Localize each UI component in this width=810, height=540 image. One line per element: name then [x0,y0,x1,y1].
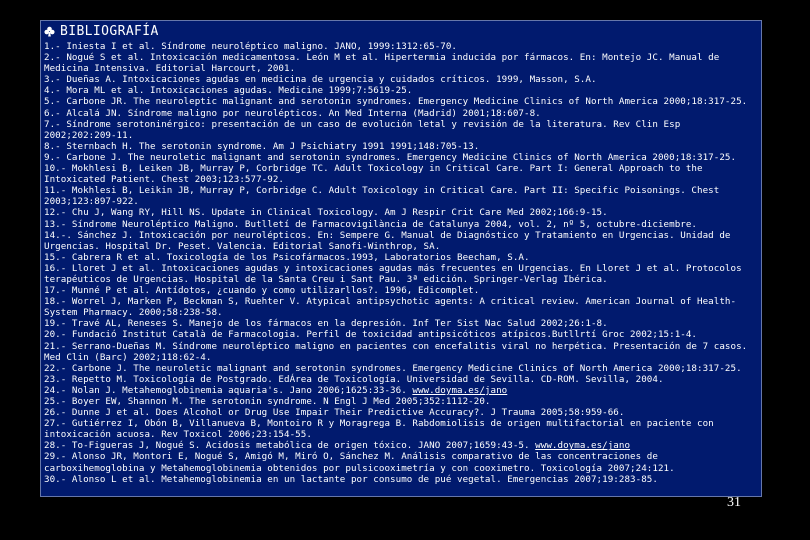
reference-item [44,440,756,451]
reference-item [44,219,756,230]
reference-text: 24.- Nolan J. Metahemoglobinemia aquaria's. Jano 2006;1625:33-36. [44,384,413,396]
reference-item [44,396,756,407]
reference-item [44,96,756,107]
reference-item [44,141,756,152]
reference-text: 20.- Fundació Institut Català de Farmacologia. Perfil de toxicidad antipsicóticos atípicos.Butllrtí Groc 2002;15:1-4. [44,329,698,341]
reference-text: 3.- Dueñas A. Intoxicaciones agudas en medicina de urgencia y cuidados críticos. 1999, Masson, S.A. [44,74,597,86]
reference-text: 17.- Munné P et al. Antídotos, ¿cuando y como utilizarllos?. 1996, Edicomplet. [44,285,480,297]
reference-item [44,108,756,119]
reference-text: 8.- Sternbach H. The serotonin syndrome. Am J Psichiatry 1991 1991;148:705-13. [44,140,480,152]
reference-item [44,152,756,163]
reference-link[interactable]: www.doyma.es/jano [412,384,508,396]
reference-item [44,363,756,374]
bibliography-panel [40,20,762,497]
reference-text: 28.- To-Figueras J, Nogué S. Acidosis metabólica de origen tóxico. JANO 2007;1659:43-5. [44,440,536,452]
reference-item [44,263,756,285]
reference-list [44,41,756,485]
reference-text: 15.- Cabrera R et al. Toxicología de los Psicofármacos.1993, Laboratorios Beecham, S.A. [44,251,530,263]
reference-item [44,385,756,396]
reference-text: 7.- Síndrome serotoninérgico: presentación de un caso de evolución letal y revisión de la literatura. Rev Clin Esp 2002;202:209-11. [44,118,681,141]
reference-item [44,230,756,252]
reference-text: 13.- Síndrome Neuroléptico Maligno. Butlletí de Farmacovigilància de Catalunya 2004, vol. 2, nº 5, octubre-diciembre. [44,218,698,230]
reference-item [44,85,756,96]
reference-item [44,119,756,141]
reference-item [44,418,756,440]
reference-text: 26.- Dunne J et al. Does Alcohol or Drug Use Impair Their Predictive Accuracy?. J Trauma 2005;58:959-66. [44,407,625,419]
reference-item [44,252,756,263]
reference-item [44,163,756,185]
reference-text: 2.- Nogué S et al. Intoxicación medicamentosa. León M et al. Hipertermia inducida por fármacos. En: Montejo JC. Manual de Medicina Intensiva. Editorial Harcourt, 2001. [44,52,720,75]
reference-item [44,52,756,74]
page-title: BIBLIOGRAFÍA [60,23,159,39]
reference-text: 18.- Worrel J, Marken P, Beckman S, Ruehter V. Atypical antipsychotic agents: A critical review. American Journal of Health-System Pharmacy. 2000;58:238-58. [44,296,737,319]
reference-text: 4.- Mora ML et al. Intoxicaciones agudas. Medicine 1999;7:5619-25. [44,85,413,97]
reference-text: 21.- Serrano-Dueñas M. Síndrome neuroléptico maligno en pacientes con encefalitis viral no herpética. Presentación de 7 casos. Med Clin (Barc) 2002;118:62-4. [44,340,748,363]
reference-item [44,74,756,85]
reference-text: 6.- Alcalá JN. Síndrome maligno por neurolépticos. An Med Interna (Madrid) 2001;18:607-8. [44,107,541,119]
bibliography-heading [44,22,159,40]
reference-item [44,285,756,296]
reference-text: 9.- Carbone J. The neuroletic malignant and serotonin syndromes. Emergency Medicine Clinics of North America 2000;18:317-25. [44,151,737,163]
reference-text: 25.- Boyer EW, Shannon M. The serotonin syndrome. N Engl J Med 2005;352:1112-20. [44,396,491,407]
reference-item [44,407,756,418]
reference-text: 14.-. Sánchez J. Intoxicación por neurolépticos. En: Sempere G. Manual de Diagnóstico y Tratamiento en Urgencias. Unidad de Urgencias. Hospital Dr. Peset. Valencia. Editorial Sanofi-Winthrop, SA. [44,229,731,252]
reference-text: 5.- Carbone JR. The neuroleptic malignant and serotonin syndromes. Emergency Medicine Clinics of North America 2000;18:317-25. [44,96,748,108]
reference-text: 19.- Travé AL, Reneses S. Manejo de los fármacos en la depresión. Inf Ter Sist Nac Salud 2002;26:1-8. [44,318,608,330]
reference-text: 1.- Iniesta I et al. Síndrome neuroléptico maligno. JANO, 1999:1312:65-70. [44,41,458,52]
reference-item [44,451,756,473]
reference-text: 12.- Chu J, Wang RY, Hill NS. Update in Clinical Toxicology. Am J Respir Crit Care Med 2002;166:9-15. [44,207,608,219]
reference-item [44,207,756,218]
reference-item [44,329,756,340]
reference-text: 22.- Carbone J. The neuroletic malignant and serotonin syndromes. Emergency Medicine Clinics of North America 2000;18:317-25. [44,362,742,374]
reference-item [44,318,756,329]
reference-text: 16.- Lloret J et al. Intoxicaciones agudas y intoxicaciones agudas más frecuentes en Urgencias. En Lloret J et al. Protocolos terapéuticos de Urgencias. Hospital de la Santa Creu i Sant Pau. 3ª edición. Springer-Verlag Ibérica. [44,262,742,285]
reference-item [44,474,756,485]
reference-link[interactable]: www.doyma.es/jano [535,440,631,452]
reference-item [44,296,756,318]
reference-item [44,374,756,385]
page-number: 31 [727,495,741,510]
reference-item [44,185,756,207]
reference-text: 29.- Alonso JR, Montori E, Nogué S, Amigó M, Miró O, Sánchez M. Análisis comparativo de las concentraciones de carboxihemoglobina y Metahemoglobinemia obtenidos por pulsicooximetría y con cooximetro. Toxicología 2007;24:121. [44,451,675,474]
reference-item [44,41,756,52]
reference-text: 11.- Mokhlesi B, Leikin JB, Murray P, Corbridge C. Adult Toxicology in Critical Care. Part II: Specific Poisonings. Chest 2003;123:897-922. [44,185,720,208]
reference-text: 27.- Gutiérrez I, Obón B, Villanueva B, Montoiro R y Moragrega B. Rabdomiolisis de origen multifactorial en paciente con intoxicación acuosa. Rev Toxicol 2006;23:154-55. [44,418,714,441]
club-icon [44,26,55,37]
reference-text: 10.- Mokhlesi B, Leiken JB, Murray P, Corbridge TC. Adult Toxicology in Critical Care. Part I: General Approach to the Intoxicated Patient. Chest 2003;123:577-92. [44,163,703,186]
reference-text: 23.- Repetto M. Toxicología de Postgrado. EdÁrea de Toxicología. Universidad de Sevilla. CD-ROM. Sevilla, 2004. [44,373,664,385]
reference-item [44,341,756,363]
reference-text: 30.- Alonso L et al. Metahemoglobinemia en un lactante por consumo de pué vegetal. Emergencias 2007;19:283-85. [44,473,658,485]
